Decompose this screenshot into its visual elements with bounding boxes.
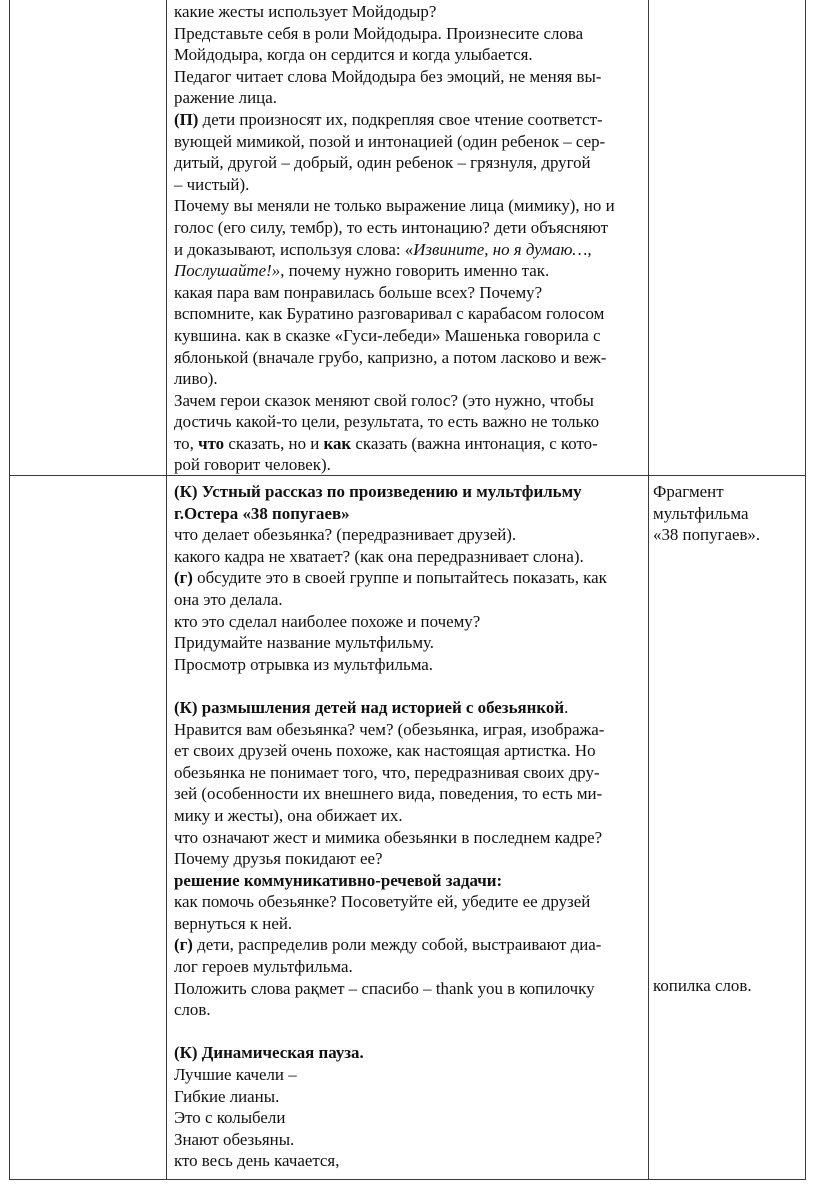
text-line: [174, 1150, 643, 1172]
text-run: кувшина. как в сказке «Гуси-лебеди» Машенька говорила с: [174, 325, 601, 345]
text-run: Это с колыбели: [174, 1108, 286, 1128]
text-run: то,: [174, 433, 199, 453]
text-line: [174, 524, 643, 546]
text-run: ет своих друзей очень похоже, как настоящая артистка. Но: [174, 741, 596, 761]
text-run: голос (его силу, тембр), то есть интонацию? дети объясняют: [174, 217, 609, 237]
text-run: дитый, другой – добрый, один ребенок – грязнуля, другой: [174, 153, 591, 173]
text-line: [174, 260, 643, 282]
bold-text: (г): [174, 568, 193, 588]
text-run: дети произносят их, подкрепляя свое чтение соответст-: [198, 109, 603, 129]
text-run: Почему вы меняли не только выражение лица (мимику), но и: [174, 196, 615, 216]
bold-text: г.Остера «38 попугаев»: [174, 503, 350, 523]
text-line: [174, 719, 643, 741]
text-run: дети, распределив роли между собой, выстраивают диа-: [192, 935, 602, 955]
text-line: [174, 195, 643, 217]
text-line: [174, 589, 643, 611]
text-run: .: [564, 697, 569, 717]
text-line: [174, 567, 643, 589]
text-run: Педагог читает слова Мойдодыра без эмоций, не меняя вы-: [174, 66, 602, 86]
text-line: [174, 697, 643, 719]
text-line: [174, 1064, 643, 1086]
bold-text: (П): [174, 109, 199, 129]
cartoon-fragment-note: [653, 481, 801, 546]
kopilka-note-cell: [653, 975, 801, 997]
text-line: [174, 999, 643, 1021]
column-divider-1: [166, 0, 167, 1180]
text-run: ражение лица.: [174, 88, 277, 108]
fragment-line: Фрагмент: [653, 482, 724, 501]
text-line: [174, 282, 643, 304]
text-run: вующей мимикой, позой и интонацией (один ребенок – сер-: [174, 131, 606, 151]
kopilka-note: копилка слов.: [653, 976, 752, 995]
row2-resource-cell: [653, 481, 801, 546]
text-line: [174, 303, 643, 325]
row2-content-cell: [174, 481, 643, 1172]
text-run: она это делала.: [174, 589, 283, 609]
fragment-line: «38 попугаев».: [653, 525, 761, 545]
text-line: [174, 805, 643, 827]
text-line: [174, 783, 643, 805]
text-run: обезьянка не понимает того, что, передразнивая своих дру-: [174, 762, 600, 782]
text-run: Просмотр отрывка из мультфильма.: [174, 654, 434, 674]
text-run: ливо).: [174, 369, 218, 389]
text-line: [174, 848, 643, 870]
text-line: [174, 325, 643, 347]
text-line: [174, 217, 643, 239]
text-line: [174, 23, 643, 45]
text-run: кто это сделал наиболее похоже и почему?: [174, 611, 481, 631]
text-line: [174, 433, 643, 455]
bold-text: решение коммуникативно-речевой задачи:: [174, 870, 503, 890]
text-run: Зачем герои сказок меняют свой голос? (это нужно, чтобы: [174, 390, 594, 410]
text-run: что означают жест и мимика обезьянки в последнем кадре?: [174, 827, 603, 847]
text-line: [174, 131, 643, 153]
text-line: [174, 762, 643, 784]
text-run: какие жесты использует Мойдодыр?: [174, 2, 437, 21]
text-run: Лучшие качели –: [174, 1065, 297, 1085]
text-run: , почему нужно говорить именно так.: [280, 261, 550, 281]
text-line: [174, 109, 643, 131]
text-run: мику и жесты), она обижает их.: [174, 805, 403, 825]
text-run: Представьте себя в роли Мойдодыра. Произнесите слова: [174, 23, 584, 43]
text-line: [174, 239, 643, 261]
text-line: [174, 740, 643, 762]
row1-content-cell: [174, 1, 643, 476]
text-line: [174, 891, 643, 913]
text-line: [174, 827, 643, 849]
text-line: [174, 1107, 643, 1129]
text-line: [174, 546, 643, 568]
table-bottom-border: [9, 1179, 806, 1180]
fragment-line: мультфильма: [653, 503, 749, 523]
bold-text: (К) Динамическая пауза.: [174, 1043, 364, 1063]
text-line: [174, 1086, 643, 1108]
bold-text: (К) Устный рассказ по произведению и мультфильму: [174, 482, 582, 501]
text-run: что делает обезьянка? (передразнивает друзей).: [174, 525, 517, 545]
text-line: [174, 454, 643, 476]
text-line: [174, 654, 643, 676]
text-run: – чистый).: [174, 174, 250, 194]
text-line: [174, 611, 643, 633]
text-run: какого кадра не хватает? (как она передразнивает слона).: [174, 546, 584, 566]
text-line: [174, 44, 643, 66]
text-line: [174, 503, 643, 525]
bold-text: что: [198, 433, 225, 453]
text-run: Придумайте название мультфильму.: [174, 633, 435, 653]
text-run: вспомните, как Буратино разговаривал с карабасом голосом: [174, 304, 605, 324]
text-line: [174, 632, 643, 654]
text-run: лог героев мультфильма.: [174, 957, 353, 977]
text-line: [174, 411, 643, 433]
text-line: [174, 1, 643, 23]
row1-text: [174, 1, 643, 476]
bold-text: (К) размышления детей над историей с обезьянкой: [174, 697, 565, 717]
italic-text: Извините, но я думаю…,: [413, 239, 592, 259]
text-line: [174, 66, 643, 88]
text-run: вернуться к ней.: [174, 913, 293, 933]
text-line: [174, 390, 643, 412]
text-run: как помочь обезьянке? Посоветуйте ей, убедите ее друзей: [174, 892, 591, 912]
bold-text: как: [323, 433, 352, 453]
text-line: [174, 1129, 643, 1151]
text-line: [174, 481, 643, 503]
text-run: сказать, но и: [224, 433, 324, 453]
text-run: рой говорит человек).: [174, 455, 331, 475]
table-right-border: [805, 0, 806, 1180]
blank-line: [174, 1021, 643, 1043]
blank-line: [174, 675, 643, 697]
text-line: [174, 934, 643, 956]
text-run: кто весь день качается,: [174, 1151, 340, 1171]
text-line: [174, 978, 643, 1000]
text-line: [174, 87, 643, 109]
text-run: Знают обезьяны.: [174, 1129, 295, 1149]
text-line: [174, 1042, 643, 1064]
text-run: обсудите это в своей группе и попытайтесь показать, как: [192, 568, 607, 588]
text-run: и доказывают, используя слова: «: [174, 239, 414, 259]
bold-text: (г): [174, 935, 193, 955]
table-left-border: [9, 0, 10, 1180]
text-line: [174, 956, 643, 978]
text-run: Гибкие лианы.: [174, 1086, 280, 1106]
column-divider-2: [648, 0, 649, 1180]
text-run: Положить слова рақмет – спасибо – thank you в копилочку: [174, 978, 595, 998]
row2-text: [174, 481, 643, 1172]
text-line: [174, 152, 643, 174]
italic-text: Послушайте!»: [174, 261, 281, 281]
text-line: [174, 913, 643, 935]
text-run: достичь какой-то цели, результата, то есть важно не только: [174, 412, 600, 432]
text-line: [174, 347, 643, 369]
text-run: яблонькой (вначале грубо, капризно, а потом ласково и веж-: [174, 347, 607, 367]
text-line: [174, 368, 643, 390]
text-run: Почему друзья покидают ее?: [174, 849, 383, 869]
text-run: какая пара вам понравилась больше всех? Почему?: [174, 282, 543, 302]
text-run: сказать (важна интонация, с кото-: [351, 433, 598, 453]
text-run: Нравится вам обезьянка? чем? (обезьянка, играя, изобража-: [174, 719, 605, 739]
text-run: Мойдодыра, когда он сердится и когда улыбается.: [174, 45, 533, 65]
text-run: слов.: [174, 1000, 211, 1020]
text-run: зей (особенности их внешнего вида, поведения, то есть ми-: [174, 784, 603, 804]
text-line: [174, 174, 643, 196]
text-line: [174, 870, 643, 892]
